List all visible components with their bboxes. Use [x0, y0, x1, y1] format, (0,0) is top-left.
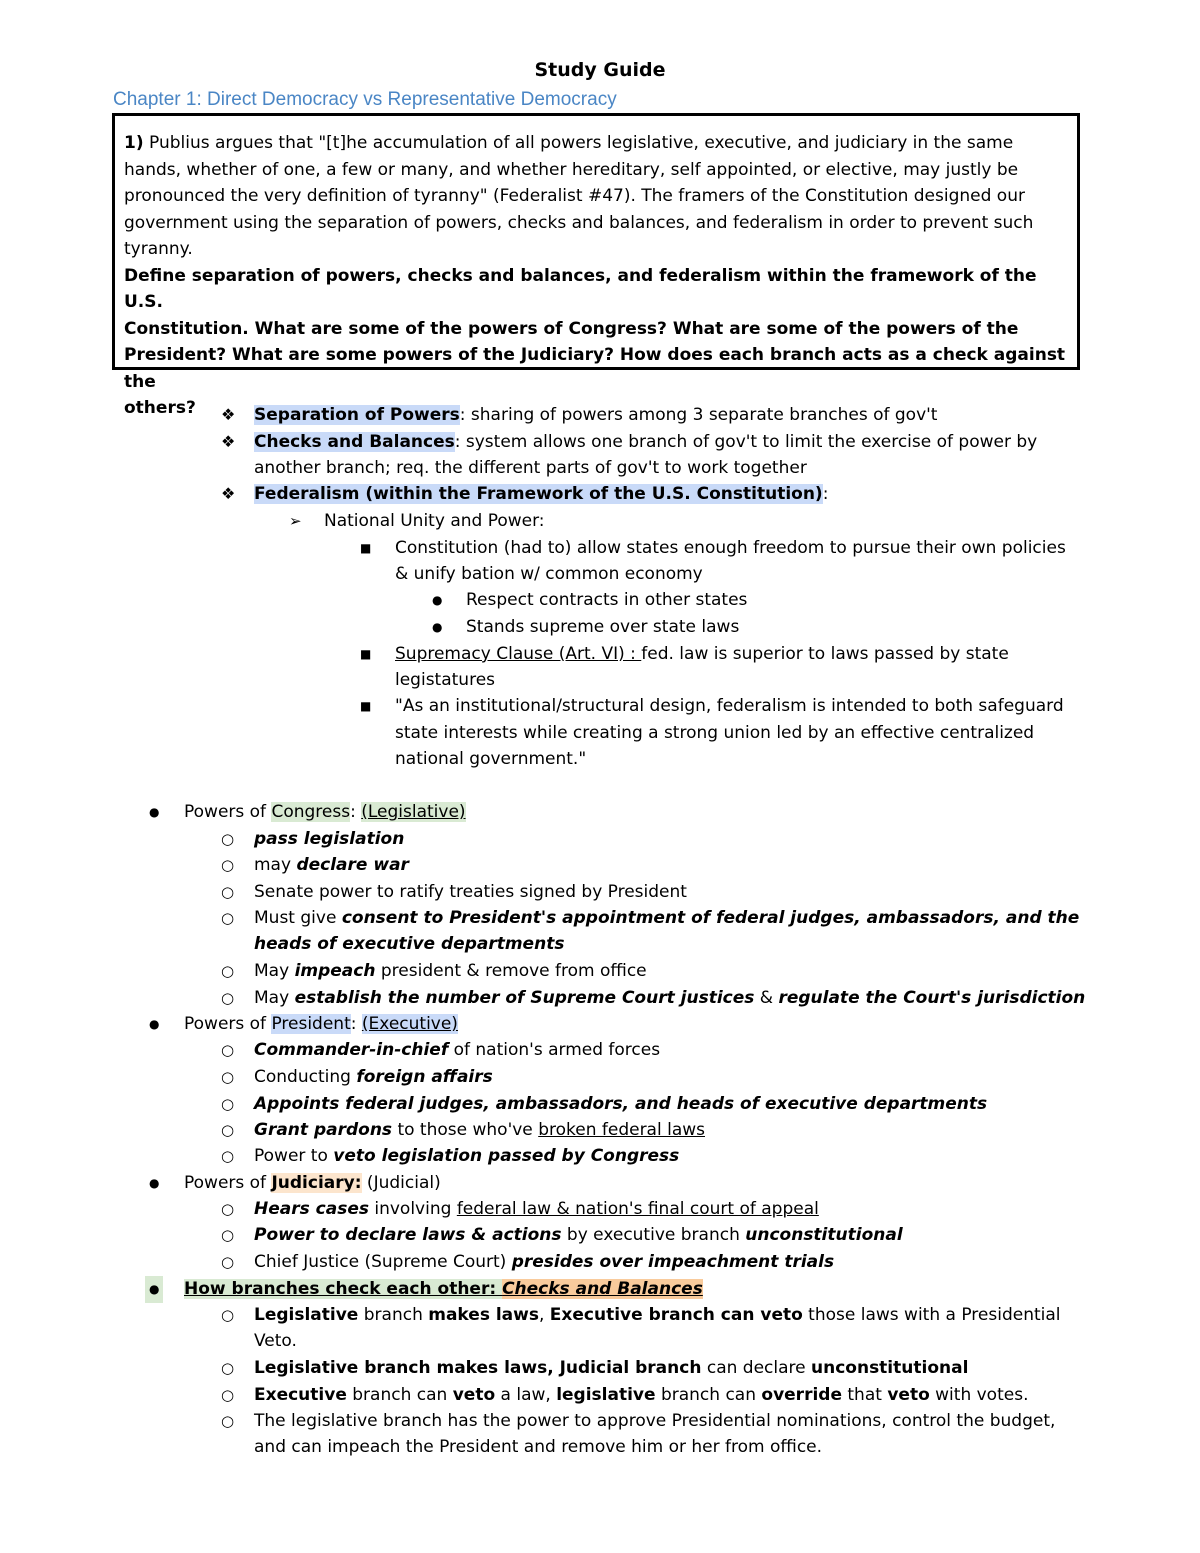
question-prompt-line: President? What are some powers of the Judiciary? How does each branch acts as a check against the — [124, 345, 1066, 392]
federalism-quote: "As an institutional/structural design, federalism is intended to both safeguard — [395, 696, 1064, 716]
diamond-bullet-icon: ❖ — [221, 432, 236, 451]
square-bullet-icon: ■ — [360, 541, 372, 555]
congress-item: May impeach president & remove from office — [254, 961, 647, 981]
chapter-heading — [113, 88, 617, 112]
dot-bullet-icon: ● — [149, 1017, 160, 1031]
question-line: hands, whether of one, a few or many, and whether hereditary, self appointed, or elective, may justly be — [124, 159, 1019, 180]
president-item: Conducting foreign affairs — [254, 1067, 493, 1087]
question-line: 1) Publius argues that "[t]he accumulation of all powers legislative, executive, and judiciary in the same — [124, 133, 1014, 153]
question-prompt-line: others? — [124, 398, 196, 418]
definition-federalism: Federalism (within the Framework of the U.S. Constitution): — [254, 484, 829, 504]
checks-heading: How branches check each other: Checks and Balances — [184, 1279, 703, 1299]
dot-bullet-icon: ● — [149, 805, 160, 819]
checks-item-cont: and can impeach the President and remove him or her from office. — [254, 1437, 823, 1457]
congress-item: may declare war — [254, 855, 409, 875]
congress-item: May establish the number of Supreme Court justices & regulate the Court's jurisdiction — [254, 988, 1086, 1008]
chapter-label: Chapter 1: — [113, 89, 202, 110]
circle-bullet-icon: ○ — [221, 830, 235, 848]
judiciary-item: Hears cases involving federal law & nation's final court of appeal — [254, 1199, 819, 1219]
checks-item: Executive branch can veto a law, legislative branch can override that veto with votes. — [254, 1385, 1029, 1405]
respect-contracts: Respect contracts in other states — [466, 590, 748, 610]
definition-checks-cont: another branch; req. the different parts of gov't to work together — [254, 458, 807, 478]
chapter-text: Direct Democracy vs Representative Democracy — [201, 89, 617, 110]
diamond-bullet-icon: ❖ — [221, 405, 236, 424]
judiciary-heading: Powers of Judiciary: (Judicial) — [184, 1173, 441, 1193]
definition-checks: Checks and Balances: system allows one branch of gov't to limit the exercise of power by — [254, 432, 1038, 452]
congress-heading: Powers of Congress: (Legislative) — [184, 802, 466, 822]
square-bullet-icon: ■ — [360, 699, 372, 713]
circle-bullet-icon: ○ — [221, 1095, 235, 1113]
checks-item: Legislative branch makes laws, Judicial branch can declare unconstitutional — [254, 1358, 969, 1378]
federalism-quote-cont: state interests while creating a strong union led by an effective centralized — [395, 723, 1035, 743]
circle-bullet-icon: ○ — [221, 909, 235, 927]
circle-bullet-icon: ○ — [221, 1359, 235, 1377]
circle-bullet-icon: ○ — [221, 1147, 235, 1165]
president-item: Grant pardons to those who've broken federal laws — [254, 1120, 705, 1140]
circle-bullet-icon: ○ — [221, 962, 235, 980]
page-title: Study Guide — [534, 59, 666, 81]
circle-bullet-icon: ○ — [221, 856, 235, 874]
question-prompt-line: Define separation of powers, checks and balances, and federalism within the framework of the U.S. — [124, 265, 1037, 312]
dot-bullet-icon: ● — [145, 1276, 163, 1303]
term-checks-and-balances: Checks and Balances — [254, 432, 455, 452]
circle-bullet-icon: ○ — [221, 1306, 235, 1324]
circle-bullet-icon: ○ — [221, 1121, 235, 1139]
circle-bullet-icon: ○ — [221, 1068, 235, 1086]
checks-item: Legislative branch makes laws, Executive branch can veto those laws with a Presidential — [254, 1305, 1061, 1325]
circle-bullet-icon: ○ — [221, 989, 235, 1007]
constitution-line: Constitution (had to) allow states enough freedom to pursue their own policies — [395, 538, 1066, 558]
square-bullet-icon: ■ — [360, 647, 372, 661]
question-line: government using the separation of powers, checks and balances, and federalism in order to prevent such — [124, 212, 1034, 233]
supremacy-clause: Supremacy Clause (Art. VI) : fed. law is superior to laws passed by state — [395, 644, 1009, 664]
term-federalism: Federalism (within the Framework of the U.S. Constitution) — [254, 484, 823, 504]
dot-bullet-icon: ● — [432, 593, 443, 607]
judiciary-item: Chief Justice (Supreme Court) presides over impeachment trials — [254, 1252, 835, 1272]
dot-bullet-icon: ● — [432, 620, 443, 634]
question-prompt-line: Constitution. What are some of the powers of Congress? What are some of the powers of the — [124, 318, 1019, 339]
congress-item: Senate power to ratify treaties signed by President — [254, 882, 687, 902]
circle-bullet-icon: ○ — [221, 1226, 235, 1244]
national-unity: National Unity and Power: — [324, 511, 545, 531]
president-item: Power to veto legislation passed by Congress — [254, 1146, 680, 1166]
judiciary-item: Power to declare laws & actions by executive branch unconstitutional — [254, 1225, 903, 1245]
dot-bullet-icon: ● — [149, 1176, 160, 1190]
question-line: pronounced the very definition of tyranny" (Federalist #47). The framers of the Constitution designed our — [124, 186, 1025, 206]
circle-bullet-icon: ○ — [221, 883, 235, 901]
term-separation-of-powers: Separation of Powers — [254, 405, 460, 425]
president-heading: Powers of President: (Executive) — [184, 1014, 458, 1034]
congress-item: Must give consent to President's appointment of federal judges, ambassadors, and the — [254, 908, 1080, 928]
federalism-quote-cont: national government." — [395, 749, 587, 769]
circle-bullet-icon: ○ — [221, 1412, 235, 1430]
circle-bullet-icon: ○ — [221, 1200, 235, 1218]
circle-bullet-icon: ○ — [221, 1041, 235, 1059]
question-line: tyranny. — [124, 239, 193, 259]
diamond-bullet-icon: ❖ — [221, 484, 236, 503]
president-item: Appoints federal judges, ambassadors, and heads of executive departments — [254, 1094, 988, 1114]
president-item: Commander-in-chief of nation's armed forces — [254, 1040, 661, 1060]
congress-item-cont: heads of executive departments — [254, 934, 565, 954]
definition-separation: Separation of Powers: sharing of powers among 3 separate branches of gov't — [254, 405, 938, 425]
checks-item: The legislative branch has the power to approve Presidential nominations, control the budget, — [254, 1411, 1056, 1431]
question-number: 1) — [124, 133, 144, 153]
checks-item-cont: Veto. — [254, 1331, 297, 1351]
arrow-bullet-icon: ➢ — [289, 512, 302, 530]
stands-supreme: Stands supreme over state laws — [466, 617, 740, 637]
circle-bullet-icon: ○ — [221, 1253, 235, 1271]
congress-item: pass legislation — [254, 829, 405, 849]
supremacy-clause-cont: legistatures — [395, 670, 496, 690]
constitution-line-cont: & unify bation w/ common economy — [395, 564, 703, 584]
circle-bullet-icon: ○ — [221, 1386, 235, 1404]
